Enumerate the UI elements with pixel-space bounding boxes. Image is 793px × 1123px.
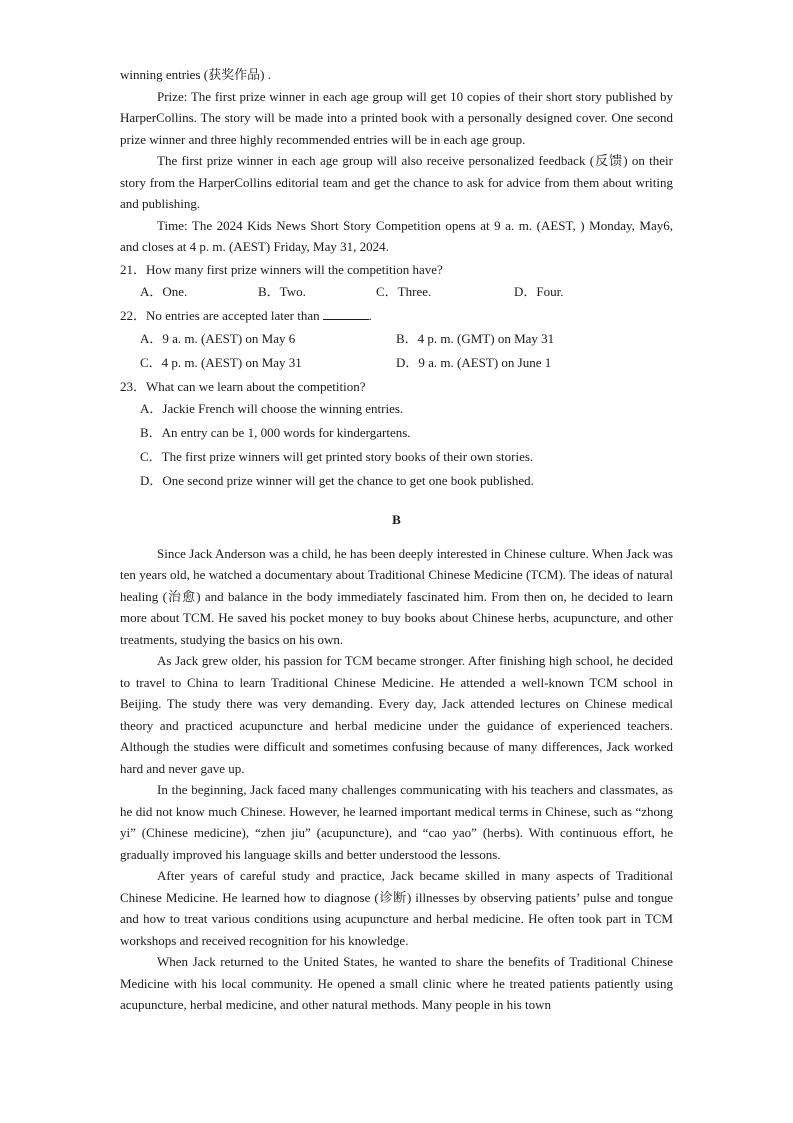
feedback-paragraph: The first prize winner in each age group will also receive personalized feedback (反馈) on their story from the HarperCollins editorial team and get the chance to ask for advice from them about writing and publishing. — [120, 153, 673, 211]
passage-b-paragraph-4: After years of careful study and practice, Jack became skilled in many aspects of Traditional Chinese Medicine. He learned how to diagnose (诊断) illnesses by observing patients’ pulse and tongue and how to treat various conditions using acupuncture and herbal medicine. He often took part in TCM workshops and received recognition for his knowledge. — [120, 868, 673, 948]
intro-tail: winning entries (获奖作品) . — [120, 67, 271, 82]
option-d[interactable]: D．9 a. m. (AEST) on June 1 — [396, 354, 552, 370]
options-row — [120, 351, 673, 375]
option-d[interactable]: D．Four. — [514, 284, 564, 300]
passage-b-paragraph-5: When Jack returned to the United States, he wanted to share the benefits of Traditional Chinese Medicine with his local community. He opened a small clinic where he treated patients patiently using acupuncture, herbal medicine, and other natural methods. Many people in his town — [120, 954, 673, 1012]
document-page — [120, 64, 673, 1016]
question-22 — [120, 305, 673, 375]
options-row — [120, 280, 673, 304]
passage-b-paragraph-1: Since Jack Anderson was a child, he has been deeply interested in Chinese culture. When Jack was ten years old, he watched a documentary about Traditional Chinese Medicine (TCM). The ideas of natural healing (治愈) and balance in the body immediately fascinated him. From then on, he decided to learn more about TCM. He saved his pocket money to buy books about Chinese herbs, acupuncture, and other treatments, studying the basics on his own. — [120, 545, 673, 647]
question-stem: 23．What can we learn about the competition? — [120, 378, 366, 394]
question-stem: 22．No entries are accepted later than — [120, 308, 320, 323]
passage-b-paragraph-2: As Jack grew older, his passion for TCM became stronger. After finishing high school, he decided to travel to China to learn Traditional Chinese Medicine. He attended a well-known TCM school in Beijing. The study there was very demanding. Every day, Jack attended lectures on Chinese medical theory and practiced acupuncture and herbal medicine under the guidance of experienced teachers. Although the studies were difficult and sometimes confusing because of many differences, Jack worked hard and never gave up. — [120, 653, 673, 776]
answer-blank — [323, 306, 369, 320]
option-c[interactable]: C．The first prize winners will get printed story books of their own stories. — [140, 449, 534, 464]
question-stem-end: . — [368, 308, 372, 323]
option-a[interactable]: A．Jackie French will choose the winning entries. — [140, 401, 404, 416]
option-b[interactable]: B．Two. — [258, 284, 306, 300]
time-paragraph: Time: The 2024 Kids News Short Story Competition opens at 9 a. m. (AEST, ) Monday, May6, and closes at 4 p. m. (AEST) Friday, May 31, 2024. — [120, 217, 673, 254]
passage-b-paragraph-3: In the beginning, Jack faced many challenges communicating with his teachers and classmates, as he did not know much Chinese. However, he learned important medical terms in Chinese, such as “zhong yi” (Chinese medicine), “zhen jiu” (acupuncture), and “cao yao” (herbs). With continuous effort, he gradually improved his language skills and better understood the lessons. — [120, 782, 673, 862]
option-a[interactable]: A．9 a. m. (AEST) on May 6 — [140, 330, 296, 346]
option-d[interactable]: D．One second prize winner will get the chance to get one book published. — [140, 473, 534, 488]
question-stem: 21．How many first prize winners will the competition have? — [120, 261, 443, 277]
question-21 — [120, 259, 673, 305]
prize-paragraph: Prize: The first prize winner in each age group will get 10 copies of their short story published by HarperCollins. The story will be made into a printed book with a personally designed cover. One second prize winner and three highly recommended entries will be in each age group. — [120, 88, 673, 147]
option-b[interactable]: B．4 p. m. (GMT) on May 31 — [396, 330, 555, 346]
options-row — [120, 327, 673, 351]
option-a[interactable]: A．One. — [140, 284, 188, 300]
question-stem-line — [120, 305, 673, 327]
option-c[interactable]: C．Three. — [376, 284, 432, 300]
option-c[interactable]: C．4 p. m. (AEST) on May 31 — [140, 354, 302, 370]
section-b-title: B — [392, 512, 401, 527]
option-b[interactable]: B．An entry can be 1, 000 words for kindergartens. — [140, 425, 411, 440]
question-23 — [120, 376, 673, 494]
